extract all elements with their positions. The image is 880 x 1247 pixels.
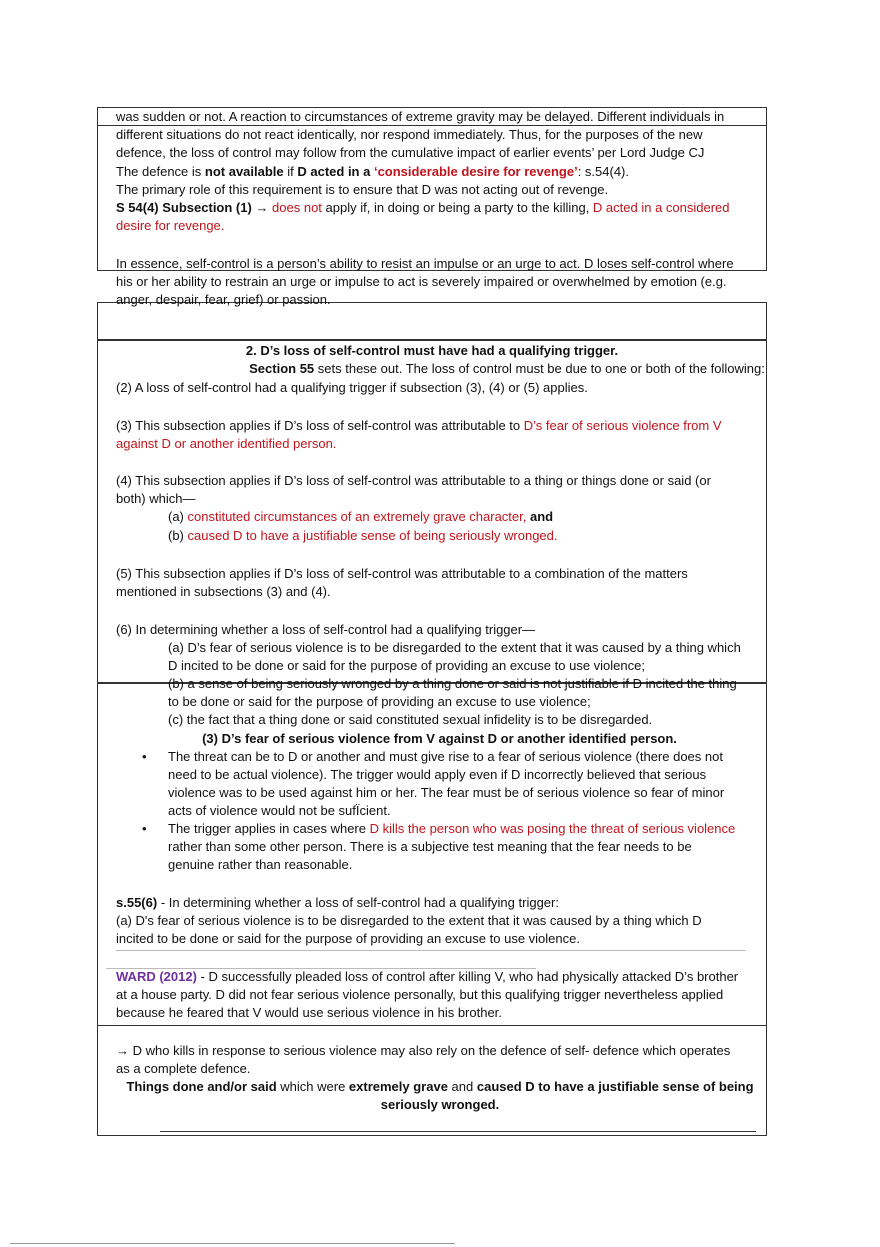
bottom-rule xyxy=(160,1131,756,1132)
s2-p6-c: (c) the fact that a thing done or said constituted sexual infidelity is to be disregarded. xyxy=(168,712,653,727)
ward-l2: at a house party. D did not fear serious violence personally, but this qualifying trigger nevertheless applied xyxy=(116,987,724,1002)
top-line-8: In essence, self-control is a person’s ability to resist an impulse or an urge to act. D loses self-control where xyxy=(116,256,734,271)
bullet-2-l2: rather than some other person. There is a subjective test meaning that the fear needs to be xyxy=(168,839,692,854)
top-line-2: different situations do not react identically, nor respond immediately. Thus, for the purposes of the new xyxy=(116,127,703,142)
s556-l1: s.55(6) - In determining whether a loss of self-control had a qualifying trigger: xyxy=(116,895,559,910)
self-defence-l2: as a complete defence. xyxy=(116,1061,251,1076)
top-line-1: was sudden or not. A reaction to circumstances of extreme gravity may be delayed. Different individuals in xyxy=(116,109,725,124)
things-done-l2: seriously wronged. xyxy=(380,1097,500,1112)
bullet-1-l1: The threat can be to D or another and must give rise to a fear of serious violence (there does not xyxy=(168,749,723,764)
page-footer-rule xyxy=(10,1243,455,1244)
top-line-6: S 54(4) Subsection (1) → does not apply if, in doing or being a party to the killing, D acted in a considered xyxy=(116,200,730,215)
s2-p6-b-l1: (b) a sense of being seriously wronged by a thing done or said is not justifiable if D incited the thing xyxy=(168,676,737,691)
bullet-1-marker: • xyxy=(142,749,147,764)
s556-l3: incited to be done or said for the purpose of providing an excuse to use violence. xyxy=(116,931,580,946)
s556-l2: (a) D's fear of serious violence is to be disregarded to the extent that it was caused by a thing which D xyxy=(116,913,702,928)
ward-l3: because he feared that V would use serious violence in his brother. xyxy=(116,1005,502,1020)
top-line-10: anger, despair, fear, grief) or passion. xyxy=(116,292,331,307)
bullet-1-l4: acts of violence would not be sufÏcient. xyxy=(168,803,391,818)
s2-p6-b-l2: to be done or said for the purpose of providing an excuse to use violence; xyxy=(168,694,591,709)
s2-p3-cont: against D or another identified person. xyxy=(116,436,337,451)
ward-l1: WARD (2012) - D successfully pleaded loss of control after killing V, who had physically attacked D’s brother xyxy=(116,969,739,984)
s2-p3: (3) This subsection applies if D’s loss of self-control was attributable to D’s fear of serious violence from V xyxy=(116,418,722,433)
top-line-5: The primary role of this requirement is to ensure that D was not acting out of revenge. xyxy=(116,182,609,197)
section2-heading: 2. D’s loss of self-control must have had a qualifying trigger. xyxy=(245,343,619,358)
faint-rule-1 xyxy=(116,950,746,951)
section2-subheading: Section 55 sets these out. The loss of control must be due to one or both of the following: xyxy=(249,361,765,376)
bullet-1-l2: need to be actual violence). The trigger would apply even if D incorrectly believed that serious xyxy=(168,767,707,782)
s2-p6-a-l1: (a) D’s fear of serious violence is to be disregarded to the extent that it was caused by a thing which xyxy=(168,640,741,655)
s2-p2: (2) A loss of self-control had a qualifying trigger if subsection (3), (4) or (5) applies. xyxy=(116,380,588,395)
bullet-2-l3: genuine rather than reasonable. xyxy=(168,857,353,872)
bullet-2-marker: • xyxy=(142,821,147,836)
things-done-l1: Things done and/or said which were extremely grave and caused D to have a justifiable sense of being xyxy=(126,1079,754,1094)
s2-p5-l2: mentioned in subsections (3) and (4). xyxy=(116,584,331,599)
arrow-right-icon: → xyxy=(116,1043,129,1058)
s2-p6-a-l2: D incited to be done or said for the purpose of providing an excuse to use violence; xyxy=(168,658,645,673)
top-line-3: defence, the loss of control may follow from the cumulative impact of earlier events’ per Lord Judge CJ xyxy=(116,145,705,160)
top-line-7: desire for revenge. xyxy=(116,218,225,233)
s2-p4-l1: (4) This subsection applies if D’s loss of self-control was attributable to a thing or things done or said (or xyxy=(116,473,711,488)
bullet-2-l1: The trigger applies in cases where D kills the person who was posing the threat of serious violence xyxy=(168,821,736,836)
section3-heading: (3) D’s fear of serious violence from V against D or another identified person. xyxy=(202,731,677,746)
s2-p4-a: (a) constituted circumstances of an extremely grave character, and xyxy=(168,509,554,524)
section3-rule xyxy=(97,1025,767,1026)
s2-p4-l2: both) which— xyxy=(116,491,196,506)
bullet-1-l3: violence was to be used against him or her. The fear must be of serious violence so fear of minor xyxy=(168,785,725,800)
s2-p4-b: (b) caused D to have a justifiable sense of being seriously wronged. xyxy=(168,528,558,543)
s2-p5-l1: (5) This subsection applies if D’s loss of self-control was attributable to a combination of the matters xyxy=(116,566,688,581)
s2-p6: (6) In determining whether a loss of self-control had a qualifying trigger— xyxy=(116,622,536,637)
top-line-9: his or her ability to restrain an urge or impulse to act is severely impaired or overwhelmed by emotion (e.g. xyxy=(116,274,727,289)
top-line-4: The defence is not available if D acted in a ‘considerable desire for revenge’: s.54(4). xyxy=(116,164,629,179)
self-defence-l1: → D who kills in response to serious violence may also rely on the defence of self- defence which operates xyxy=(116,1043,731,1058)
